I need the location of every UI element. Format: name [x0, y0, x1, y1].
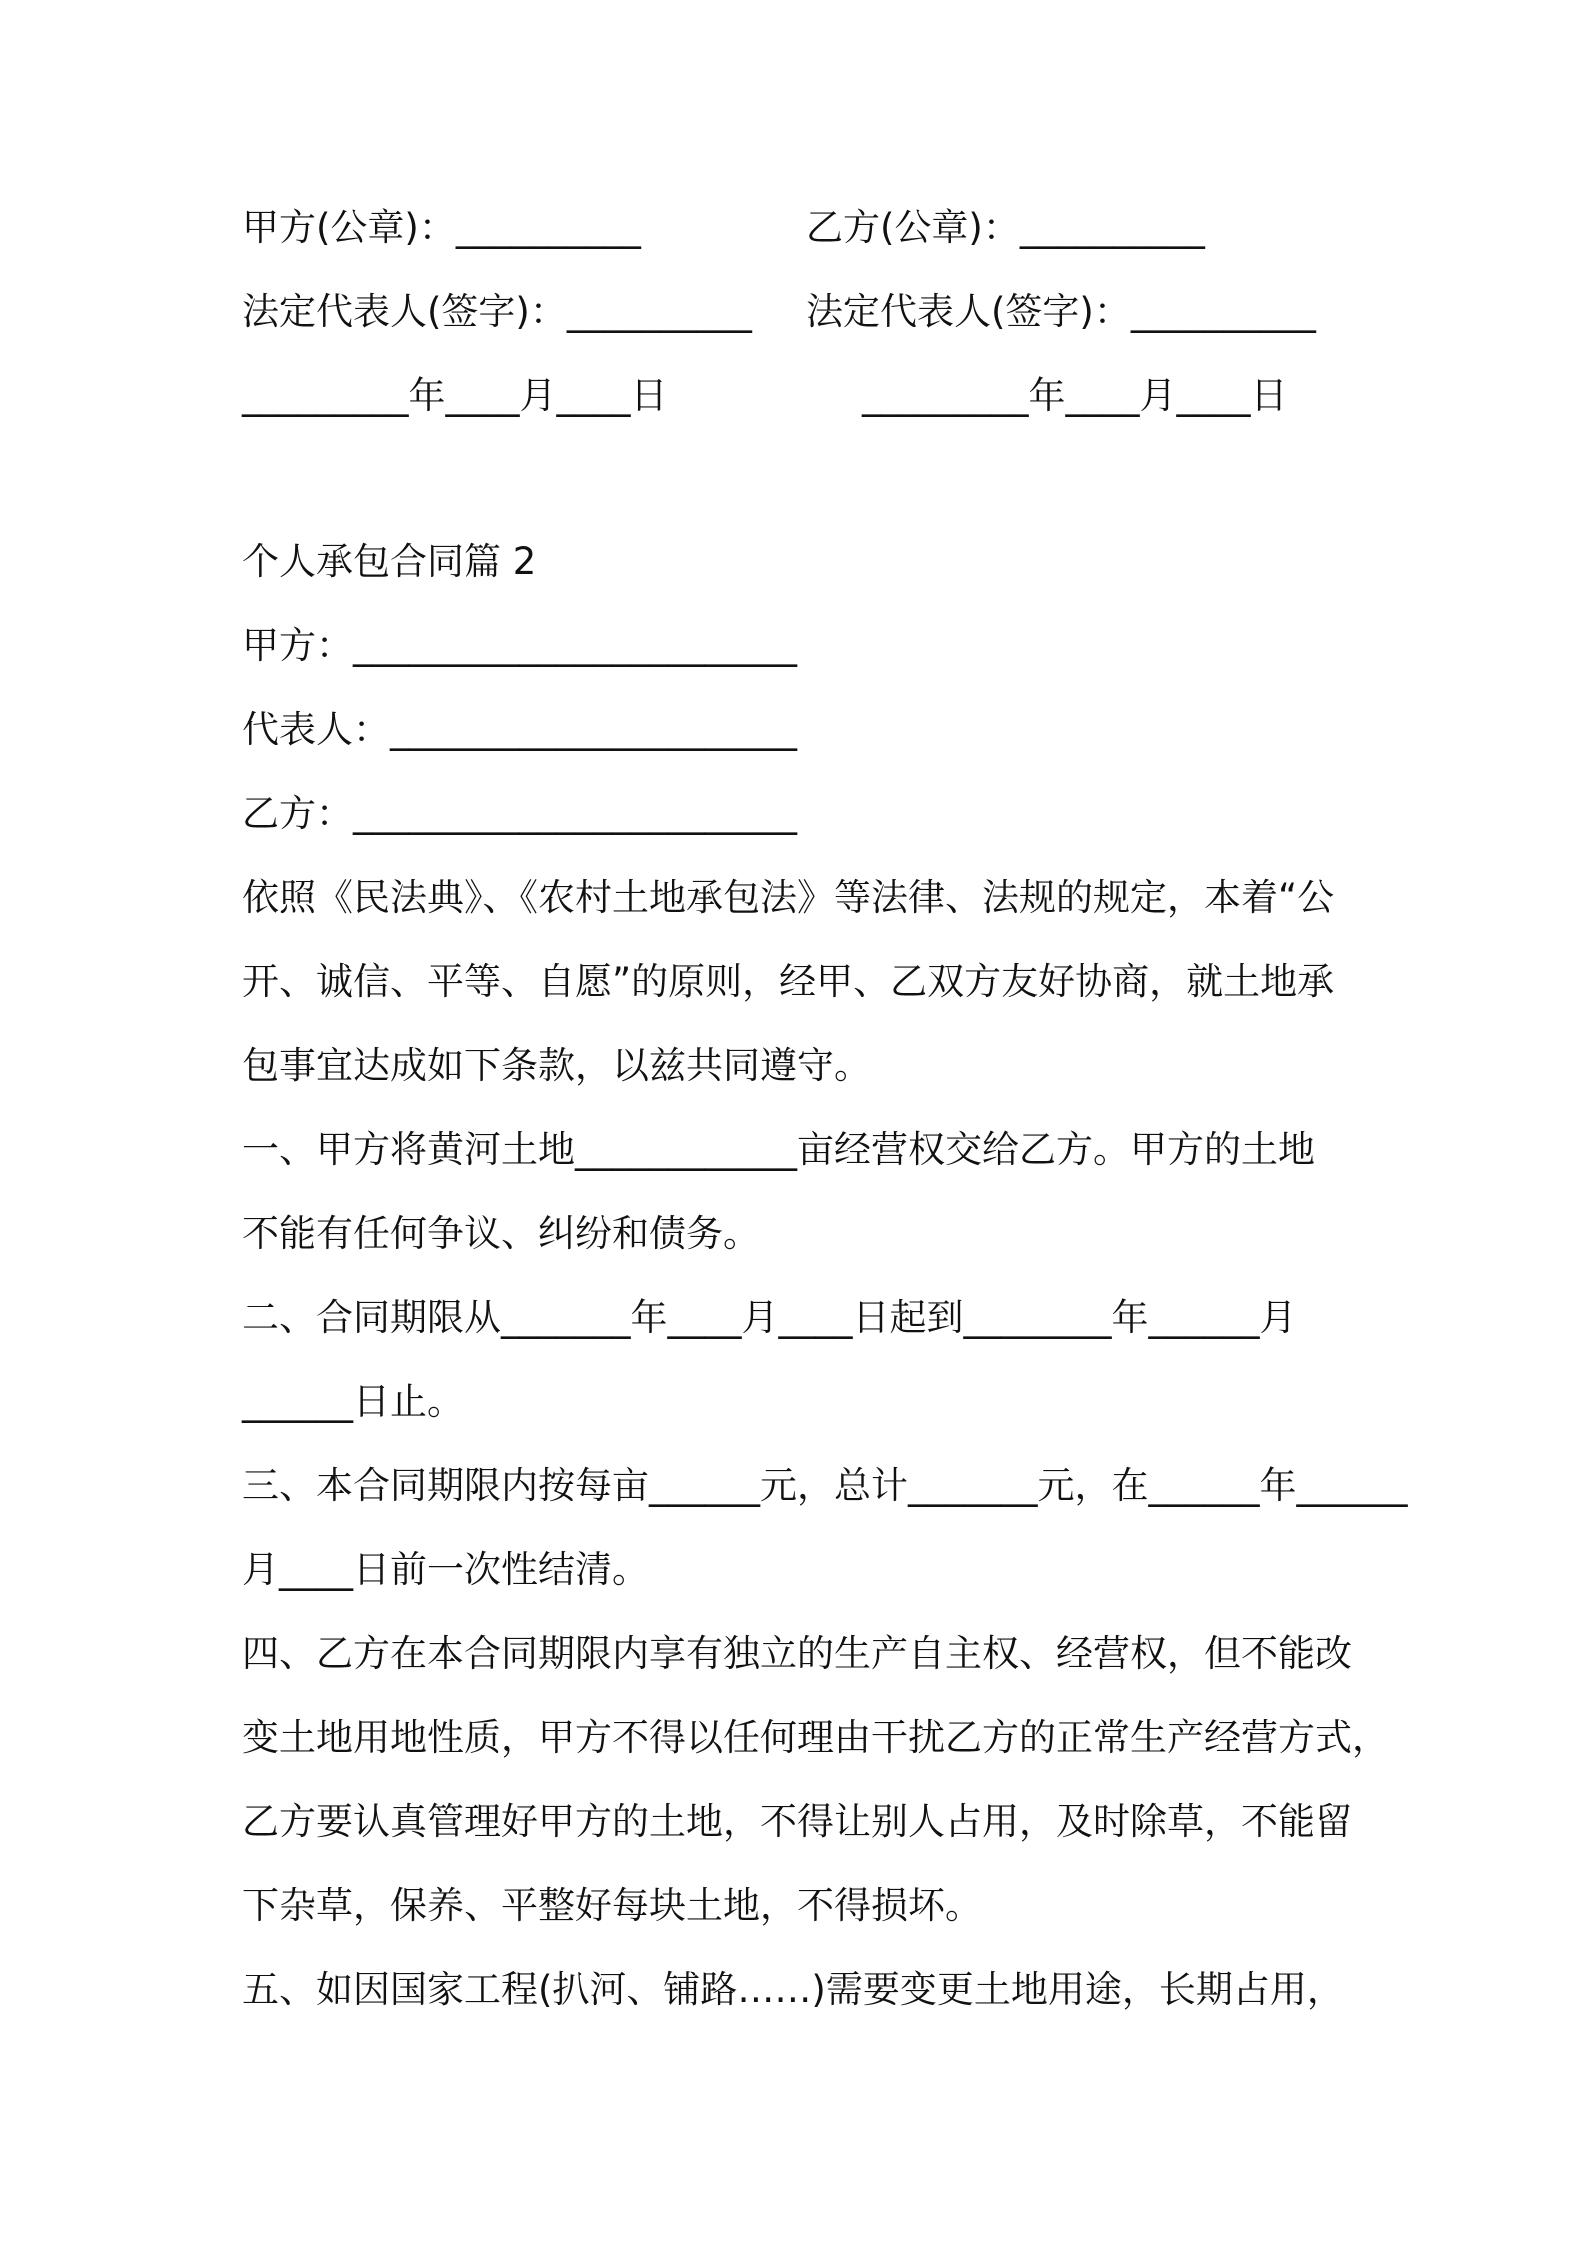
preamble-line: 包事宜达成如下条款，以兹共同遵守。: [242, 1044, 871, 1087]
party-a-date-field: _________年____月____日: [242, 374, 668, 417]
signature-row-date: [242, 371, 1392, 421]
party-b-seal-field: 乙方(公章)：__________: [806, 206, 1205, 249]
party-b-rep-field: 法定代表人(签字)：__________: [806, 290, 1316, 333]
clause-3-line: 月____日前一次性结清。: [242, 1548, 649, 1591]
party-b-line: 乙方：________________________: [242, 792, 797, 835]
clause-5-line: 五、如因国家工程(扒河、铺路……)需要变更土地用途，长期占用，: [242, 1968, 1344, 2011]
clause-3-line: 三、本合同期限内按每亩______元，总计_______元，在______年______: [242, 1464, 1408, 1507]
party-a-seal-field: 甲方(公章)：__________: [242, 206, 641, 249]
party-b-date-field: _________年____月____日: [862, 374, 1288, 417]
clause-1-line: 一、甲方将黄河土地____________亩经营权交给乙方。甲方的土地: [242, 1128, 1315, 1171]
clause-4-line: 乙方要认真管理好甲方的土地，不得让别人占用，及时除草，不能留: [242, 1800, 1352, 1843]
clause-2-line: 二、合同期限从_______年____月____日起到________年______月: [242, 1296, 1297, 1339]
contract-title: 个人承包合同篇 2: [242, 540, 537, 583]
preamble-line: 依照《民法典》、《农村土地承包法》等法律、法规的规定，本着“公: [242, 876, 1335, 919]
signature-row-seal: [242, 203, 1392, 253]
party-a-rep-field: 法定代表人(签字)：__________: [242, 290, 752, 333]
clause-1-line: 不能有任何争议、纠纷和债务。: [242, 1212, 760, 1255]
clause-4-line: 变土地用地性质，甲方不得以任何理由干扰乙方的正常生产经营方式，: [242, 1716, 1389, 1759]
signature-row-representative: [242, 287, 1392, 337]
clause-4-line: 下杂草，保养、平整好每块土地，不得损坏。: [242, 1884, 982, 1927]
party-a-line: 甲方：________________________: [242, 624, 797, 667]
clause-4-line: 四、乙方在本合同期限内享有独立的生产自主权、经营权，但不能改: [242, 1632, 1352, 1675]
preamble-line: 开、诚信、平等、自愿”的原则，经甲、乙双方友好协商，就土地承: [242, 960, 1335, 1003]
representative-line: 代表人：______________________: [242, 708, 797, 751]
clause-2-line: ______日止。: [242, 1380, 464, 1423]
